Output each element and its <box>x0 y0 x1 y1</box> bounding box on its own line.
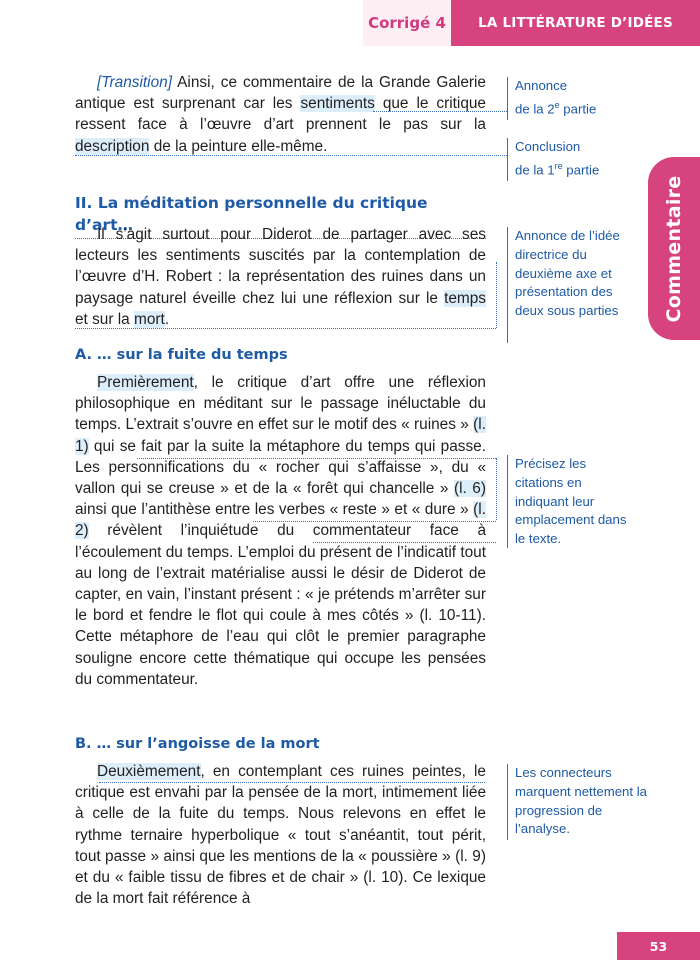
section-2-text-2: et sur la <box>75 310 135 328</box>
line-ref-2: (l. 2) <box>75 501 486 540</box>
highlight-premierement: Premièrement <box>97 374 194 391</box>
transition-paragraph <box>75 72 486 157</box>
connector-note-4-vertical <box>496 458 497 520</box>
connector-ref-6 <box>253 521 496 522</box>
section-2-text-1: Il s’agit surtout pour Diderot de partager avec ses lecteurs les sentiments suscités par la contemplation de l’œuvre d’H. Robert : la représentation des ruines dans un paysage naturel éveille chez lui une réflexion sur le <box>75 226 486 307</box>
corrige-label: Corrigé 4 <box>363 0 451 46</box>
connector-ref-2 <box>313 542 496 543</box>
transition-text-1: Ainsi, ce commentaire de la Grande Galerie antique est surprenant car les <box>75 74 486 113</box>
page-number: 53 <box>617 932 700 960</box>
subsection-a-text-2: qui se fait par la suite la métaphore du temps qui passe. Les personnifications du « rocher qui s’affaisse », du « vallon qui se creuse » et de la « forêt qui chancelle » <box>75 437 486 498</box>
note-2-line-2 <box>515 157 599 180</box>
subsection-b-text-1: , en contemplant ces ruines peintes, le critique est envahi par la pensée de la mort, intimement liée à celle de la fuite du temps. Nous relevons en effet le rythme ternaire hyperbolique « tout s’anéantit, tout périt, tout passe » ainsi que les mentions de la « poussière » (l. 9) et du « faible tissu de fibres et de chair » (l. 10). Ce lexique de la mort fait référence à <box>75 763 486 908</box>
connector-note-2 <box>75 155 507 156</box>
subsection-b-title: B. … sur l’angoisse de la mort <box>75 736 320 752</box>
side-tab-label: Commentaire <box>663 175 685 322</box>
subsection-a-text-3: ainsi que l’antithèse entre les verbes « reste » et « dure » <box>75 501 474 519</box>
subsection-a-text-4: révèlent l’inquiétude du commentateur face à l’écoulement du temps. L’emploi du présent de l’indicatif tout au long de l’extrait matérialise aussi le désir de Diderot de capter, en vain, l’instant présent : « je prétends m’arrêter sur le bord et fendre le flot qui coule à mes côtés » (l. 10-11). Cette métaphore de l’eau qui clôt le premier paragraphe souligne encore cette thématique qui occupe les pensées du commentateur. <box>75 522 486 688</box>
note-1-suffix: partie <box>559 101 597 117</box>
connector-note-3-vertical <box>496 262 497 328</box>
note-1-sup: e <box>554 99 560 110</box>
line-ref-6: (l. 6) <box>453 480 486 498</box>
subsection-a-text-1: , le critique d’art offre une réflexion philosophique en méditant sur le passage inéluctable du temps. L’extrait s’ouvre en effet sur le motif des « ruines » <box>75 374 486 434</box>
note-2-text: de la 1 <box>515 162 555 178</box>
highlight-temps: temps <box>444 289 486 307</box>
margin-note-annonce-2e-partie <box>507 77 596 120</box>
connector-note-5 <box>99 782 485 783</box>
highlight-sentiments: sentiments <box>300 95 375 113</box>
note-1-line-2 <box>515 96 596 119</box>
transition-text-2: que le critique ressent face à l’œuvre d’art prennent le pas sur la <box>75 95 486 134</box>
note-2-suffix: partie <box>562 162 600 178</box>
connector-ref-1 <box>137 458 496 459</box>
note-1-line-1: Annonce <box>515 78 568 93</box>
subsection-a-paragraph <box>75 372 486 690</box>
section-2-text-3: . <box>164 310 170 328</box>
transition-tag: [Transition] <box>97 74 172 91</box>
margin-note-conclusion-1re-partie <box>507 138 599 181</box>
highlight-deuxiemement: Deuxièmement <box>97 763 201 780</box>
section-2-paragraph <box>75 224 486 330</box>
margin-note-precisez-citations: Précisez les citations en indiquant leur emplacement dans le texte. <box>507 455 637 548</box>
commentaire-side-tab <box>648 157 700 340</box>
margin-note-annonce-idee-directrice: Annonce de l’idée directrice du deuxième axe et présentation des deux sous parties <box>507 227 625 343</box>
section-2-title: II. La méditation personnelle du critique d’art… <box>75 192 486 239</box>
subsection-b-paragraph <box>75 761 486 909</box>
note-2-sup: re <box>554 160 563 171</box>
note-1-text: de la 2 <box>515 101 555 117</box>
chapter-theme-label: LA LITTÉRATURE D’IDÉES <box>451 0 700 46</box>
highlight-description: description <box>75 137 150 155</box>
subsection-a-title: A. … sur la fuite du temps <box>75 347 288 363</box>
highlight-mort: mort <box>134 310 165 328</box>
connector-note-1 <box>373 111 507 112</box>
margin-note-connecteurs: Les connecteurs marquent nettement la progression de l’analyse. <box>507 764 657 840</box>
note-2-line-1: Conclusion <box>515 139 581 154</box>
connector-note-3 <box>75 328 496 329</box>
transition-text-3: de la peinture elle-même. <box>149 137 328 155</box>
line-ref-1: (l. 1) <box>75 416 486 455</box>
